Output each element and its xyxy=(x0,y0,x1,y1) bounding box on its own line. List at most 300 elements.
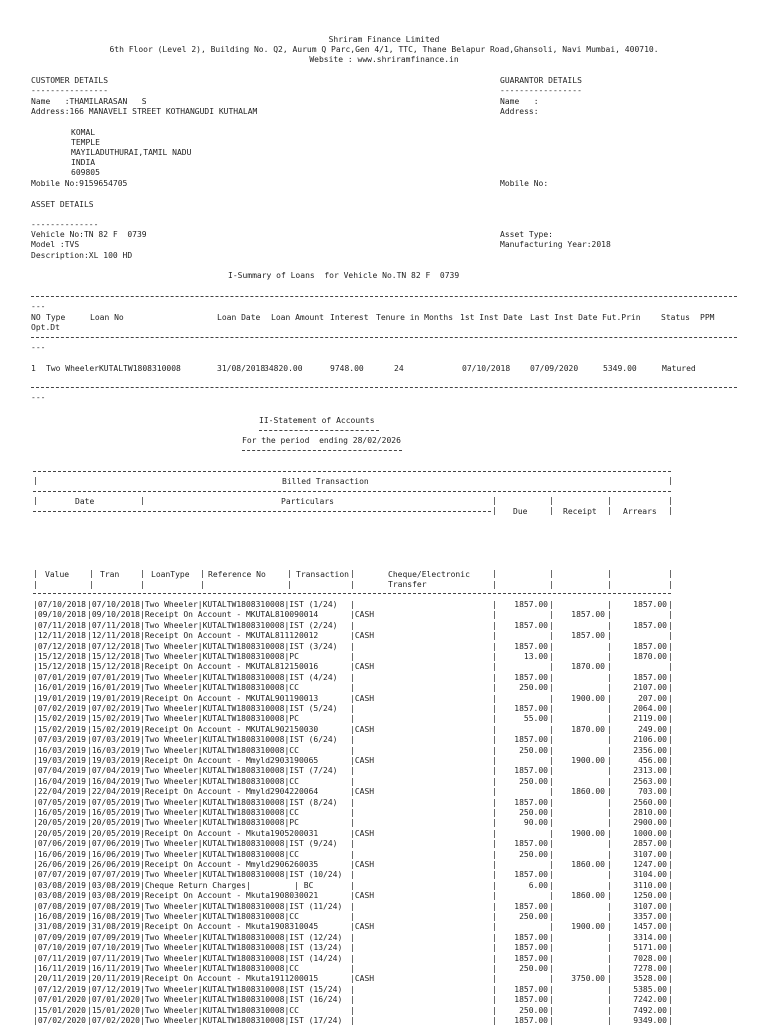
table-border: | xyxy=(492,580,497,589)
table-border: | xyxy=(668,631,673,641)
table-border: | xyxy=(492,672,497,682)
cell-arrears: 2900.00 xyxy=(633,818,667,828)
table-border: | xyxy=(549,620,554,630)
cell-mode: | xyxy=(350,766,355,776)
table-border: | xyxy=(607,693,612,703)
cell-particulars: |Two Wheeler|KUTALTW1808310008|IST (11/24) xyxy=(140,901,343,911)
cell-value: |22/04/2019 xyxy=(33,787,86,797)
table-border: | xyxy=(549,797,554,807)
cell-mode: |CASH xyxy=(350,974,375,984)
cell-arrears: 7242.00 xyxy=(633,995,667,1005)
cell-due: 13.00 xyxy=(523,652,548,661)
cell-receipt: 3750.00 xyxy=(571,974,605,984)
table-border: | xyxy=(200,569,205,578)
col-loan-no: Loan No xyxy=(90,313,124,322)
cell-arrears: 3314.00 xyxy=(633,932,667,942)
cell-mode: | xyxy=(350,714,355,724)
divider xyxy=(33,511,491,512)
table-border: | xyxy=(607,776,612,786)
cell-arrears: 1857.00 xyxy=(633,620,667,630)
table-border: | xyxy=(492,745,497,755)
cell-particulars: |Two Wheeler|KUTALTW1808310008|CC xyxy=(140,808,299,817)
cell-mode: | xyxy=(350,797,355,807)
loan-fut-prin: 5349.00 xyxy=(603,364,637,373)
customer-address-line: TEMPLE xyxy=(71,138,100,147)
table-border: | xyxy=(33,569,38,578)
table-border: | xyxy=(549,600,554,609)
table-border: | xyxy=(668,787,673,797)
table-border: | xyxy=(492,506,497,515)
cell-arrears: 2313.00 xyxy=(633,766,667,776)
cell-particulars: |Two Wheeler|KUTALTW1808310008|PC xyxy=(140,714,299,724)
col-transaction: Transaction xyxy=(296,570,349,579)
cell-mode: | xyxy=(350,1016,355,1025)
cell-value: |07/04/2019 xyxy=(33,766,86,776)
table-border: | xyxy=(549,776,554,786)
cell-value: |20/05/2019 xyxy=(33,828,86,838)
cell-mode: | xyxy=(350,745,355,755)
cell-due: 6.00 xyxy=(528,880,548,890)
cell-tran: |07/03/2019 xyxy=(87,735,140,745)
cell-mode: | xyxy=(350,995,355,1005)
cell-value: |03/08/2019 xyxy=(33,880,86,890)
table-border: | xyxy=(549,1016,554,1025)
cell-due: 1857.00 xyxy=(514,672,548,682)
table-border: | xyxy=(668,776,673,786)
cell-mode: | xyxy=(350,839,355,849)
cell-value: |16/08/2019 xyxy=(33,912,86,921)
table-border: | xyxy=(607,569,612,578)
cell-arrears: 2560.00 xyxy=(633,797,667,807)
table-border: | xyxy=(140,496,145,505)
table-border: | xyxy=(607,964,612,973)
cell-due: 1857.00 xyxy=(514,995,548,1005)
table-border: | xyxy=(492,776,497,786)
table-border: | xyxy=(492,943,497,953)
table-border: | xyxy=(668,641,673,651)
cell-particulars: |Receipt On Account - Mkuta1905200031 xyxy=(140,828,319,838)
table-border: | xyxy=(492,766,497,776)
cell-arrears: 3107.00 xyxy=(633,849,667,859)
asset-mfg-year: Manufacturing Year:2018 xyxy=(500,240,611,249)
table-border: | xyxy=(549,641,554,651)
cell-particulars: |Two Wheeler|KUTALTW1808310008|CC xyxy=(140,1005,299,1015)
table-border: | xyxy=(668,808,673,817)
cell-value: |15/12/2018 xyxy=(33,662,86,672)
divider xyxy=(242,450,402,451)
cell-particulars: |Two Wheeler|KUTALTW1808310008|IST (1/24) xyxy=(140,600,338,609)
table-border: | xyxy=(33,580,38,589)
cell-mode: | xyxy=(350,953,355,963)
cell-mode: |CASH xyxy=(350,860,375,869)
col-tenure: Tenure in Months xyxy=(376,313,454,322)
cell-arrears: 249.00 xyxy=(638,724,667,734)
cell-value: |07/12/2018 xyxy=(33,641,86,651)
cell-mode: | xyxy=(350,683,355,693)
cell-mode: | xyxy=(350,776,355,786)
divider xyxy=(31,387,737,388)
table-border: | xyxy=(607,724,612,734)
cell-value: |07/08/2019 xyxy=(33,901,86,911)
table-border: | xyxy=(607,808,612,817)
cell-tran: |12/11/2018 xyxy=(87,631,140,641)
cell-receipt: 1900.00 xyxy=(571,693,605,703)
cell-mode: | xyxy=(350,1005,355,1015)
divider xyxy=(31,337,737,338)
cell-receipt: 1860.00 xyxy=(571,860,605,869)
table-border: | xyxy=(668,964,673,973)
cell-arrears: 1457.00 xyxy=(633,922,667,932)
divider xyxy=(33,471,671,472)
billed-heading: Billed Transaction xyxy=(282,477,369,486)
col-first-inst: 1st Inst Date xyxy=(460,313,523,322)
table-border: | xyxy=(668,880,673,890)
col-reference-no: Reference No xyxy=(208,570,266,579)
cell-particulars: |Two Wheeler|KUTALTW1808310008|IST (2/24) xyxy=(140,620,338,630)
cell-mode: | xyxy=(350,600,355,609)
cell-value: |12/11/2018 xyxy=(33,631,86,641)
table-border: | xyxy=(668,600,673,609)
cell-receipt: 1900.00 xyxy=(571,828,605,838)
table-border: | xyxy=(492,839,497,849)
table-border: | xyxy=(492,891,497,901)
cell-tran: |15/01/2020 xyxy=(87,1005,140,1015)
cell-due: 1857.00 xyxy=(514,901,548,911)
table-border: | xyxy=(549,1005,554,1015)
table-border: | xyxy=(549,880,554,890)
table-border: | xyxy=(668,756,673,765)
cell-value: |20/11/2019 xyxy=(33,974,86,984)
table-border: | xyxy=(668,766,673,776)
table-border: | xyxy=(350,569,355,578)
table-border: | xyxy=(549,818,554,828)
table-border: | xyxy=(668,496,673,505)
table-border: | xyxy=(607,756,612,765)
loan-type-number: Two WheelerKUTALTW1808310008 xyxy=(46,364,181,373)
cell-value: |03/08/2019 xyxy=(33,891,86,901)
cell-tran: |20/11/2019 xyxy=(87,974,140,984)
loan-status: Matured xyxy=(662,364,696,373)
cell-particulars: |Receipt On Account - Mkuta1908310045 xyxy=(140,922,319,932)
cell-mode: |CASH xyxy=(350,922,375,932)
cell-arrears: 2106.00 xyxy=(633,735,667,745)
table-border: | xyxy=(549,693,554,703)
table-border: | xyxy=(607,828,612,838)
summary-title: I-Summary of Loans for Vehicle No.TN 82 F 0739 xyxy=(228,271,460,280)
cell-tran: |07/10/2018 xyxy=(87,600,140,609)
table-border: | xyxy=(492,880,497,890)
col-date: Date xyxy=(75,497,95,506)
asset-vehicle: Vehicle No:TN 82 F 0739 xyxy=(31,230,147,239)
cell-mode: | xyxy=(350,870,355,880)
cell-due: 1857.00 xyxy=(514,932,548,942)
table-border: | xyxy=(200,580,205,589)
col-receipt: Receipt xyxy=(563,507,597,516)
cell-arrears: 3107.00 xyxy=(633,901,667,911)
cell-receipt: 1857.00 xyxy=(571,631,605,641)
cell-arrears: 1857.00 xyxy=(633,641,667,651)
table-border: | xyxy=(492,984,497,994)
cell-value: |19/01/2019 xyxy=(33,693,86,703)
divider-text: ---------------- xyxy=(31,86,109,95)
guarantor-mobile: Mobile No: xyxy=(500,179,549,188)
table-border: | xyxy=(607,787,612,797)
customer-address-line: INDIA xyxy=(71,158,96,167)
asset-model: Model :TVS xyxy=(31,240,80,249)
table-border: | xyxy=(549,745,554,755)
table-border: | xyxy=(492,797,497,807)
cell-particulars: |Two Wheeler|KUTALTW1808310008|IST (10/24) xyxy=(140,870,343,880)
table-border: | xyxy=(492,912,497,921)
cell-value: |15/02/2019 xyxy=(33,714,86,724)
cell-receipt: 1870.00 xyxy=(571,724,605,734)
cell-due: 90.00 xyxy=(523,818,548,828)
table-border: | xyxy=(607,880,612,890)
cell-arrears: 1857.00 xyxy=(633,600,667,609)
table-border: | xyxy=(492,704,497,713)
cell-arrears: 1870.00 xyxy=(633,652,667,661)
cell-due: 250.00 xyxy=(519,745,548,755)
table-border: | xyxy=(549,932,554,942)
table-border: | xyxy=(607,870,612,880)
cell-due: 1857.00 xyxy=(514,953,548,963)
table-border: | xyxy=(140,580,145,589)
customer-name: Name :THAMILARASAN S xyxy=(31,97,147,106)
table-border: | xyxy=(607,610,612,620)
cell-due: 250.00 xyxy=(519,683,548,693)
cell-value: |07/03/2019 xyxy=(33,735,86,745)
cell-due: 1857.00 xyxy=(514,943,548,953)
loan-first-inst: 07/10/2018 xyxy=(462,364,511,373)
cell-arrears: 2810.00 xyxy=(633,808,667,817)
cell-tran: |07/12/2018 xyxy=(87,641,140,651)
table-border: | xyxy=(549,901,554,911)
table-border: | xyxy=(492,693,497,703)
cell-due: 1857.00 xyxy=(514,735,548,745)
asset-type: Asset Type: xyxy=(500,230,553,239)
customer-mobile: Mobile No:9159654705 xyxy=(31,179,128,188)
table-border: | xyxy=(492,652,497,661)
cell-due: 250.00 xyxy=(519,808,548,817)
table-border: | xyxy=(492,870,497,880)
table-border: | xyxy=(492,683,497,693)
cell-tran: |16/03/2019 xyxy=(87,745,140,755)
cell-arrears: 1250.00 xyxy=(633,891,667,901)
customer-address-line: 609805 xyxy=(71,168,100,177)
cell-tran: |07/09/2019 xyxy=(87,932,140,942)
cell-due: 1857.00 xyxy=(514,870,548,880)
table-border: | xyxy=(492,901,497,911)
table-border: | xyxy=(668,818,673,828)
cell-value: |15/12/2018 xyxy=(33,652,86,661)
cell-mode: |CASH xyxy=(350,891,375,901)
table-border: | xyxy=(549,870,554,880)
table-border: | xyxy=(607,672,612,682)
cell-particulars: |Two Wheeler|KUTALTW1808310008|IST (13/24) xyxy=(140,943,343,953)
cell-tran: |07/08/2019 xyxy=(87,901,140,911)
table-border: | xyxy=(607,620,612,630)
col-particulars: Particulars xyxy=(281,497,334,506)
table-border: | xyxy=(668,891,673,901)
cell-particulars: |Two Wheeler|KUTALTW1808310008|CC xyxy=(140,776,299,786)
col-status: Status xyxy=(661,313,690,322)
cell-particulars: |Receipt On Account - Mmyld2906260035 xyxy=(140,860,319,869)
guarantor-heading: GUARANTOR DETAILS xyxy=(500,76,582,85)
cell-value: |07/01/2019 xyxy=(33,672,86,682)
col-due: Due xyxy=(513,507,528,516)
cell-particulars: |Receipt On Account - Mmyld2904220064 xyxy=(140,787,319,797)
table-border: | xyxy=(607,932,612,942)
cell-particulars: |Two Wheeler|KUTALTW1808310008|IST (8/24) xyxy=(140,797,338,807)
table-border: | xyxy=(668,1005,673,1015)
col-fut-prin: Fut.Prin xyxy=(602,313,641,322)
cell-value: |07/11/2019 xyxy=(33,953,86,963)
table-border: | xyxy=(668,610,673,620)
table-border: | xyxy=(668,932,673,942)
col-cheque: Cheque/Electronic xyxy=(388,570,470,579)
cell-value: |16/03/2019 xyxy=(33,745,86,755)
cell-particulars: |Two Wheeler|KUTALTW1808310008|CC xyxy=(140,912,299,921)
cell-value: |15/01/2020 xyxy=(33,1005,86,1015)
cell-particulars: |Two Wheeler|KUTALTW1808310008|CC xyxy=(140,964,299,973)
table-border: | xyxy=(607,839,612,849)
table-border: | xyxy=(549,995,554,1005)
cell-mode: | xyxy=(350,672,355,682)
table-border: | xyxy=(492,995,497,1005)
cell-particulars: |Receipt On Account - Mmyld2903190065 xyxy=(140,756,319,765)
cell-arrears: 3104.00 xyxy=(633,870,667,880)
table-border: | xyxy=(492,953,497,963)
table-border: | xyxy=(668,995,673,1005)
cell-due: 1857.00 xyxy=(514,704,548,713)
table-border: | xyxy=(492,620,497,630)
col-tran: Tran xyxy=(100,570,120,579)
cell-mode: |CASH xyxy=(350,756,375,765)
cell-value: |20/05/2019 xyxy=(33,818,86,828)
table-border: | xyxy=(492,849,497,859)
cell-arrears: 703.00 xyxy=(638,787,667,797)
table-border: | xyxy=(607,652,612,661)
table-border: | xyxy=(33,476,38,485)
table-border: | xyxy=(607,735,612,745)
cell-arrears: 3528.00 xyxy=(633,974,667,984)
table-border: | xyxy=(287,569,292,578)
table-border: | xyxy=(492,631,497,641)
cell-value: |07/01/2020 xyxy=(33,995,86,1005)
company-name: Shriram Finance Limited xyxy=(328,35,440,44)
cell-due: 1857.00 xyxy=(514,797,548,807)
cell-particulars: |Receipt On Account - Mkuta1908030021 xyxy=(140,891,319,901)
cell-tran: |07/10/2019 xyxy=(87,943,140,953)
cell-mode: | xyxy=(350,932,355,942)
table-border: | xyxy=(668,620,673,630)
cell-value: |07/06/2019 xyxy=(33,839,86,849)
table-border: | xyxy=(668,797,673,807)
table-border: | xyxy=(549,943,554,953)
cell-tran: |15/12/2018 xyxy=(87,662,140,672)
table-border: | xyxy=(549,631,554,641)
cell-particulars: |Two Wheeler|KUTALTW1808310008|CC xyxy=(140,745,299,755)
table-border: | xyxy=(607,849,612,859)
cell-particulars: |Receipt On Account - MKUTAL902150030 xyxy=(140,724,319,734)
table-border: | xyxy=(668,901,673,911)
cell-particulars: |Receipt On Account - MKUTAL901190013 xyxy=(140,693,319,703)
cell-tran: |09/10/2018 xyxy=(87,610,140,620)
cell-due: 1857.00 xyxy=(514,600,548,609)
table-border: | xyxy=(549,953,554,963)
table-border: | xyxy=(89,580,94,589)
cell-arrears: 3357.00 xyxy=(633,912,667,921)
table-border: | xyxy=(607,683,612,693)
cell-tran: |20/05/2019 xyxy=(87,828,140,838)
table-border: | xyxy=(668,704,673,713)
cell-due: 250.00 xyxy=(519,849,548,859)
cell-particulars: |Two Wheeler|KUTALTW1808310008|CC xyxy=(140,683,299,693)
loan-last-inst: 07/09/2020 xyxy=(530,364,579,373)
table-border: | xyxy=(668,693,673,703)
table-border: | xyxy=(607,631,612,641)
cell-value: |31/08/2019 xyxy=(33,922,86,932)
table-border: | xyxy=(492,922,497,932)
cell-particulars: |Two Wheeler|KUTALTW1808310008|IST (3/24) xyxy=(140,641,338,651)
table-border: | xyxy=(492,724,497,734)
table-border: | xyxy=(549,662,554,672)
cell-tran: |15/02/2019 xyxy=(87,724,140,734)
cell-mode: | xyxy=(350,880,355,890)
cell-due: 55.00 xyxy=(523,714,548,724)
table-border: | xyxy=(668,922,673,932)
cell-value: |09/10/2018 xyxy=(33,610,86,620)
table-border: | xyxy=(492,932,497,942)
divider-text: --- xyxy=(31,393,46,402)
table-border: | xyxy=(549,839,554,849)
cell-arrears: 207.00 xyxy=(638,693,667,703)
cell-particulars: |Two Wheeler|KUTALTW1808310008|IST (17/24) xyxy=(140,1016,343,1025)
customer-address: Address:166 MANAVELI STREET KOTHANGUDI KUTHALAM xyxy=(31,107,258,116)
cell-arrears: 5385.00 xyxy=(633,984,667,994)
cell-arrears: 1247.00 xyxy=(633,860,667,869)
cell-value: |07/09/2019 xyxy=(33,932,86,942)
cell-tran: |07/12/2019 xyxy=(87,984,140,994)
cell-particulars: |Two Wheeler|KUTALTW1808310008|IST (15/24) xyxy=(140,984,343,994)
cell-particulars: |Two Wheeler|KUTALTW1808310008|IST (12/24) xyxy=(140,932,343,942)
table-border: | xyxy=(492,662,497,672)
table-border: | xyxy=(33,496,38,505)
cell-tran: |07/05/2019 xyxy=(87,797,140,807)
cell-due: 250.00 xyxy=(519,776,548,786)
cell-arrears: 1857.00 xyxy=(633,672,667,682)
cell-particulars: |Two Wheeler|KUTALTW1808310008|PC xyxy=(140,652,299,661)
table-border: | xyxy=(492,1016,497,1025)
cell-value: |07/07/2019 xyxy=(33,870,86,880)
divider-text: --- xyxy=(31,302,46,311)
cell-mode: | xyxy=(350,901,355,911)
loan-no: 1 xyxy=(31,364,36,373)
loan-date: 31/08/2018 xyxy=(217,364,266,373)
table-border: | xyxy=(549,860,554,869)
cell-value: |07/12/2019 xyxy=(33,984,86,994)
cell-arrears: 5171.00 xyxy=(633,943,667,953)
cell-particulars: |Two Wheeler|KUTALTW1808310008|IST (5/24) xyxy=(140,704,338,713)
customer-address-line: MAYILADUTHURAI,TAMIL NADU xyxy=(71,148,192,157)
table-border: | xyxy=(549,766,554,776)
table-border: | xyxy=(607,922,612,932)
cell-mode: |CASH xyxy=(350,828,375,838)
loan-tenure: 24 xyxy=(394,364,404,373)
table-border: | xyxy=(607,860,612,869)
cell-tran: |07/11/2018 xyxy=(87,620,140,630)
table-border: | xyxy=(350,580,355,589)
